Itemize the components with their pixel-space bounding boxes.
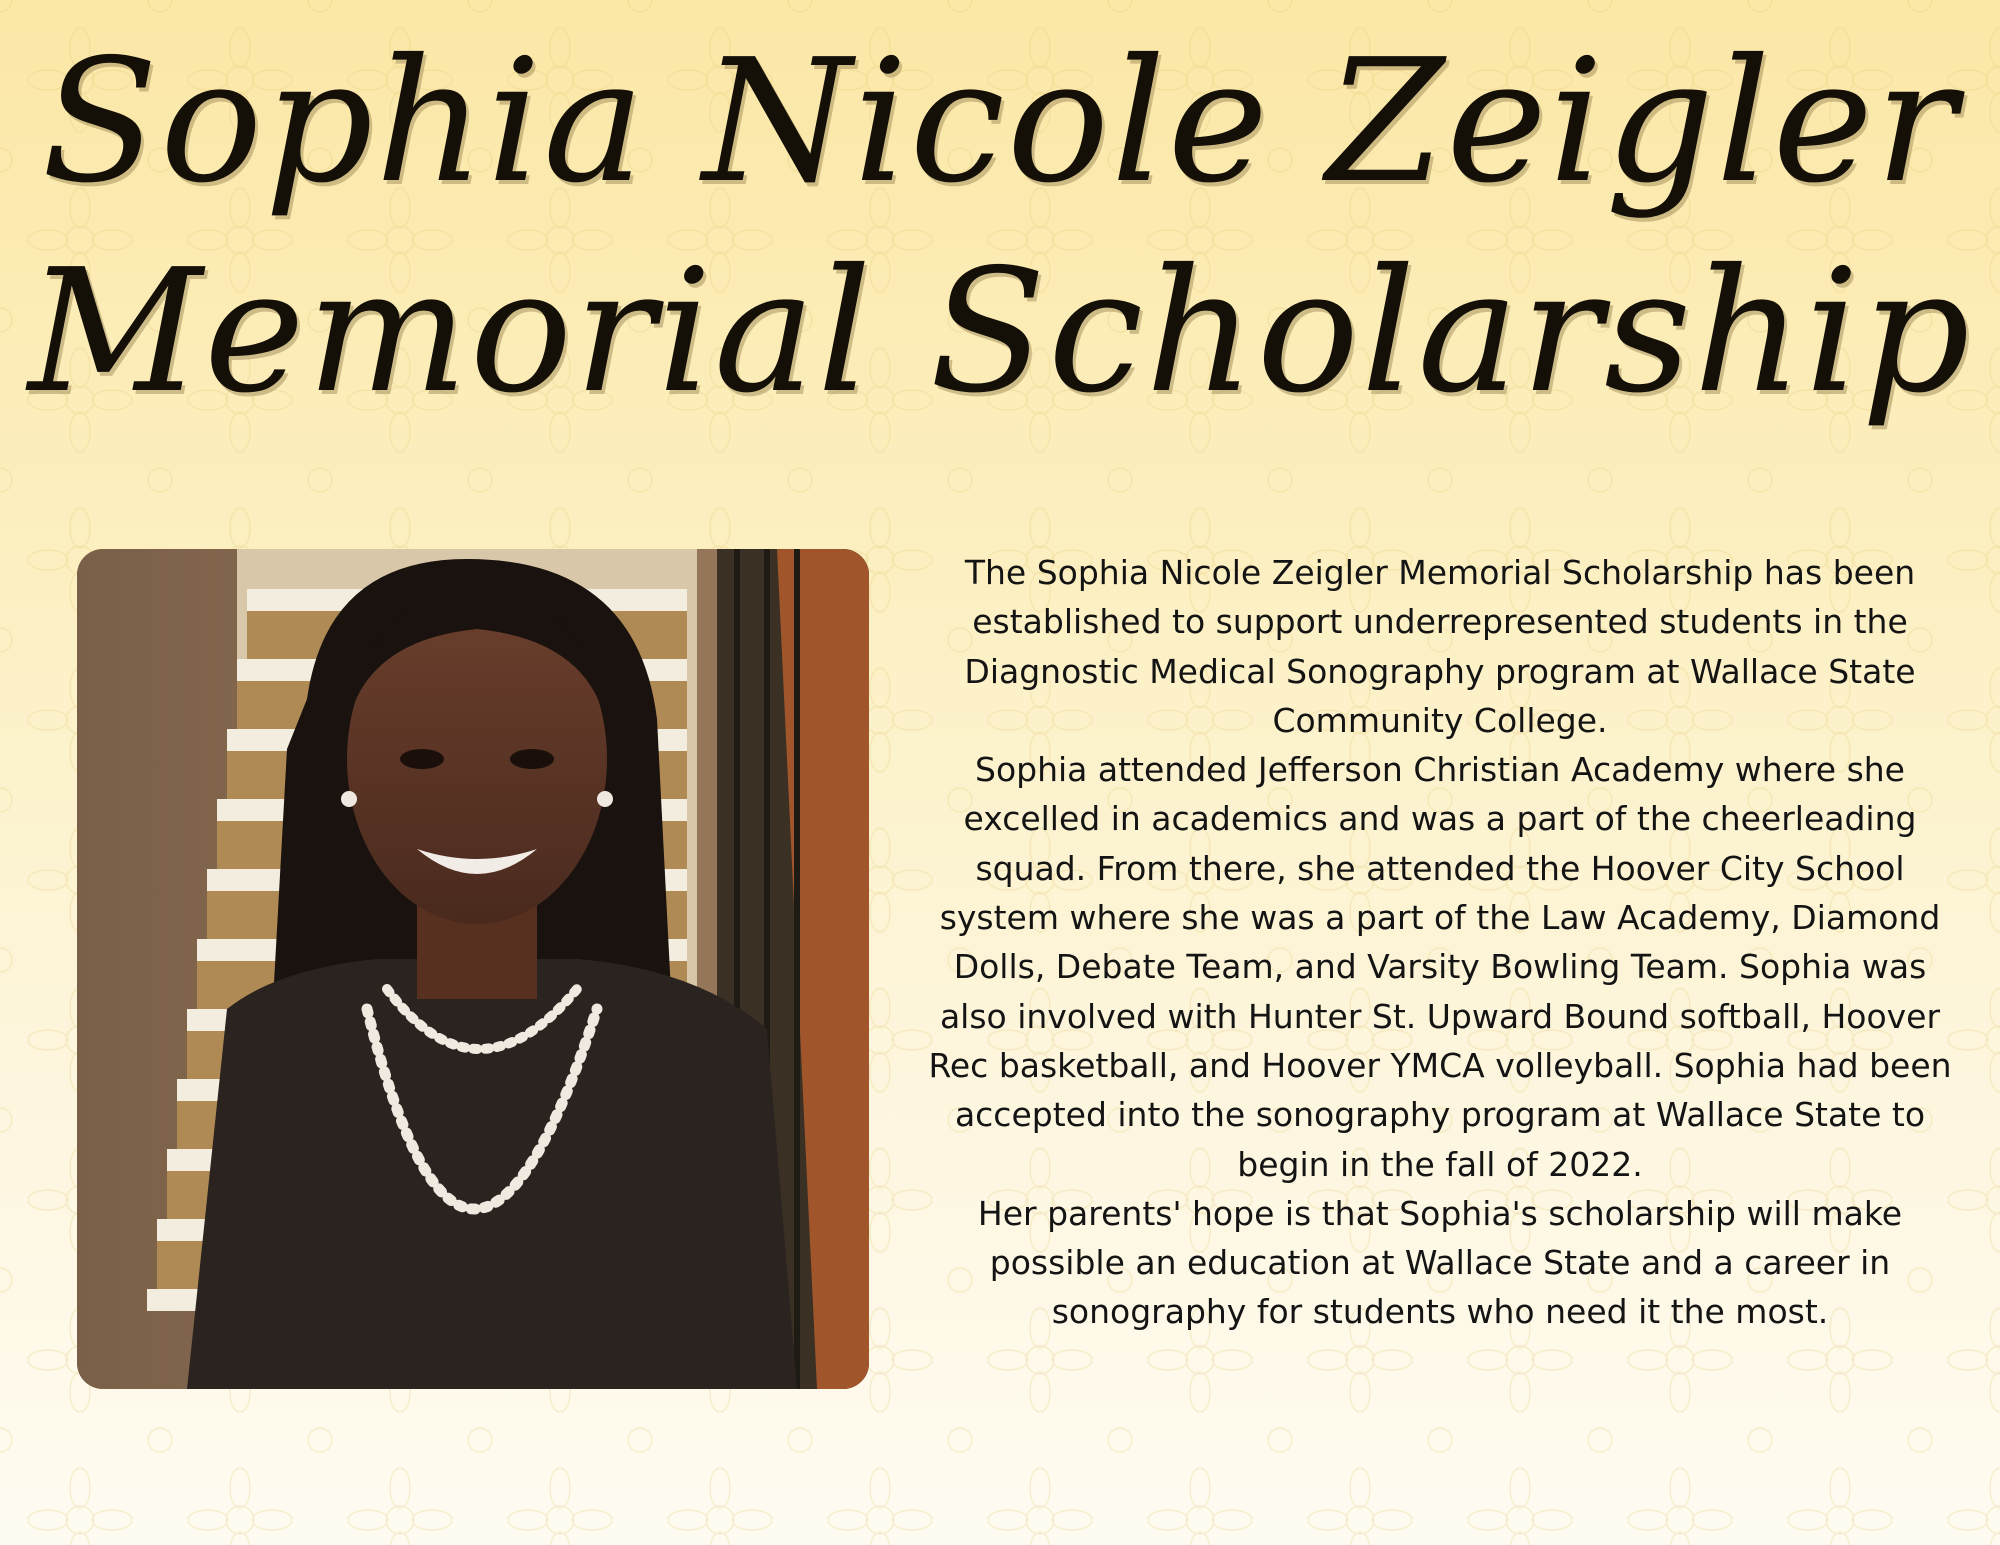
description-paragraph-biography: Sophia attended Jefferson Christian Academy where she excelled in academics and was a part of the cheerleading squad. From there, she attended the Hoover City School system where she was a part of the Law Academy, Diamond Dolls, Debate Team, and Varsity Bowling Team. Sophia was also involved with Hunter St. Upward Bound softball, Hoover Rec basketball, and Hoover YMCA volleyball. Sophia had been accepted into the sonography program at Wallace State to begin in the fall of 2022. xyxy=(928,750,1952,1184)
title-line-scholarship: Memorial Scholarship xyxy=(27,233,1973,431)
portrait-photo xyxy=(77,549,869,1389)
scholarship-description xyxy=(920,548,1960,1337)
description-paragraph-purpose: The Sophia Nicole Zeigler Memorial Scholarship has been established to support underrepresented students in the Diagnostic Medical Sonography program at Wallace State Community College. xyxy=(964,553,1916,740)
description-paragraph-hope: Her parents' hope is that Sophia's scholarship will make possible an education at Wallace State and a career in sonography for students who need it the most. xyxy=(977,1193,1903,1332)
page-title xyxy=(0,0,2000,520)
title-line-name: Sophia Nicole Zeigler xyxy=(41,23,1959,221)
portrait-photo-illustration xyxy=(77,549,869,1389)
